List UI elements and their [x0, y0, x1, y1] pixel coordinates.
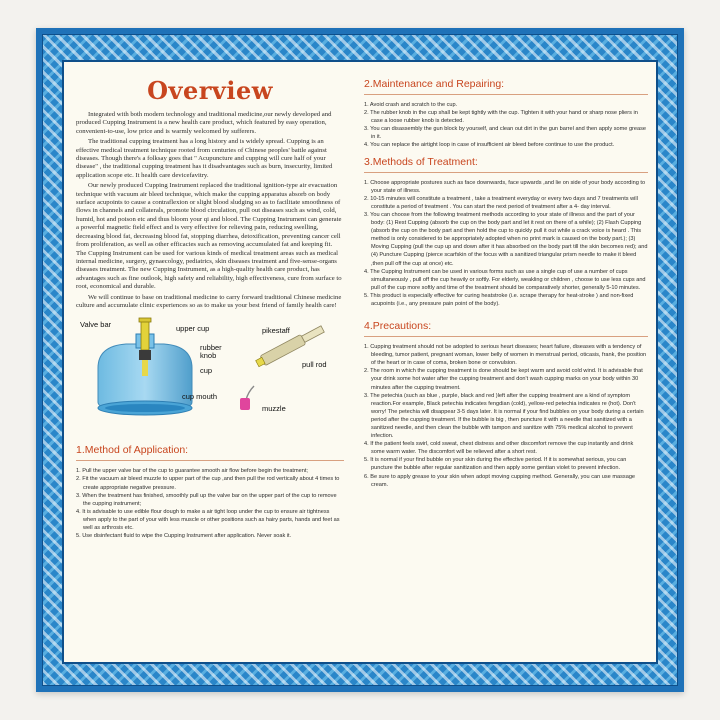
overview-paragraph: We will continue to base on traditional medicine to carry forward traditional Chinese medicine culture and accumulate clinic experiences so as to make us your best friend of family health care! [76, 293, 342, 309]
list-item: 4. The Cupping Instrument can be used in various forms such as use a single cup of use a number of cups simultaneously , pull off the cup heavily or softly. For elderly, weakling or children , choose to use less cups and pull of the cup more softly and time of the treatment should be comparatively shorter, generally 5-10 minutes. [364, 268, 646, 291]
overview-paragraph: The traditional cupping treatment has a long history and is widely spread. Cupping is an effective medical treatment technique rooted from centuries of Chinese peoples' battle against diseases. Though there's a folksay goes that " Acupuncture and cupping will cure half of your disease" , the traditional cupping treatment has it disadvantages such as burn, insecurity, limited application scope etc. It health care devicefavitry. [76, 138, 333, 179]
list-item: 1. Choose appropriate postures such as face downwards, face upwards ,and lie on side of your body according to your state of illness. [364, 179, 646, 194]
label-pull-rod: pull rod [302, 360, 327, 370]
list-item: 2. The room in which the cupping treatment is done should be kept warm and avoid cold wind. It is advisable that your drink some hot water after the cupping treatment and don't wash cupping marks on your body within 30 minutes after the cupping treatment. [364, 368, 643, 391]
list-item: 3. You can choose from the following treatment methods according to your state of illness and the part of your body: (1) Rest Cupping (absorb the cup on the body part and let it rest on there of a while); (2) Flash Cupping (absorb the cup on the body part and then hold the cup to quickly pull it out while a crack voice is heard . This method is only considered to be appropriately adopted when no print mark is caused on the body part.); (3) Moving Cupping (pull the cup up and down after it has absorbed on the body part till the skin becomes red); and (4) Puncture Cupping (pierce scarfskin of the focus with a sanitized triangular prism needle to make it bleed ,then pull off the cup at once) etc. [364, 211, 648, 267]
label-rubber-knob: rubber knob [200, 343, 222, 361]
right-column [364, 72, 648, 489]
overview-paragraph: Integrated with both modern technology and traditional medicine,our newly developed and produced Cupping Instrument is a new health care product, which featured by easy operation, convenient-to-use, low price and is warmly welcomed by sufferers. [76, 111, 332, 135]
cupping-diagram [76, 316, 344, 438]
list-item: 6. Be sure to apply grease to your skin when adopt moving cupping method. Generally, you can use massage cream. [364, 473, 636, 488]
list-item: 4. You can replace the airtight loop in case of insufficient air bleed before continue to use the product. [364, 142, 615, 149]
list-item: 4. It is advisable to use edible flour dough to make a air tight loop under the cup to ensure air tightness when apply to the part of your with less muscle or other positions such as hairy parts, hands and feet as well as arthrosis etc. [76, 508, 340, 531]
list-item: 1. Cupping treatment should not be adopted to serious heart diseases; heart failure, diseases with a tendency of bleeding, tumor patient, pregnant woman, lower belly of women in menstrual period, oticasis, frank, the position of the heart or in case of coma, broken bone or convulsion. [364, 344, 647, 367]
label-cup-mouth: cup mouth [182, 392, 218, 402]
section-title-maintenance: 2.Maintenance and Repairing: [364, 78, 505, 90]
application-list [76, 467, 344, 540]
list-item: 2. The rubber knob in the cup shall be kept tightly with the cup. Tighten it with your hand or sharp nose pliers in case a loose rubber knob is detected. [364, 110, 638, 125]
maintenance-list [364, 101, 648, 150]
divider [364, 94, 648, 95]
content-panel [62, 60, 658, 664]
cup-illustration [76, 316, 344, 438]
list-item: 3. When the treatment has finished, smoothly pull up the valve bar on the upper part of the cup to remove the cupping instrument; [76, 492, 337, 507]
list-item: 2. 10-15 minutes will constitute a treatment , take a treatment everyday or every two days and 7 treatments will constitute a period of treatment . You can start the next period of treatment after a 4- day interval. [364, 195, 638, 210]
list-item: 5. Use disinfectant fluid to wipe the Cupping Instrument after application. Never soak it. [76, 533, 292, 540]
list-item: 1. Avoid crash and scratch to the cup. [364, 102, 458, 108]
list-item: 3. The petechia (such as blue , purple, black and red )left after the cupping treatment are a kind of symptom reaction.For example, Black petechia indicates fengdian (cold), yellow-red petechia indicates re (hot). Don't worry! The petechia will disappear 3-5 days later. It is normal if your find bubbles on your body during a certain period after the cupping treatment. If the bubble is big , then puncture it with a needle that sanitized with a sanitized needle, and then clean the bubble with tampon and sanitize with 75% medical alcohol to prevent infection. [364, 392, 644, 440]
list-item: 5. It is normal if your find bubble on your skin during the effective period. If it is somewhat serious, you can puncture the bubble after regular sanitization and then apply some gentian violet to prevent infection. [364, 457, 627, 472]
divider [364, 336, 648, 337]
treatment-list [364, 179, 648, 309]
list-item: 4. If the patient feels swirl, cold sweat, chest distress and other discomfort remove the cup instantly and drink some warm water. The discomfort will be relieved after a short rest. [364, 441, 634, 456]
left-column [76, 72, 344, 540]
label-pikestaff: pikestaff [262, 326, 290, 336]
overview-paragraph: Our newly produced Cupping Instrument replaced the traditional ignition-type air evacuation technique with vacuum air bleed technique, which make the cupping apparatus absorb on body surface acupoints to cause a contraflexion or slight blood sludging so as to facilitate smoothness of flows in channels and collaterals, promote blood circulation, pull out diseases such as wind, cold, humid, hot and poison etc and thus bloom your qi and blood. The Cupping Instrument can generate a powerful magnetic field effect and is very effective for relieving pain, reducing swelling, decreasing blood fat, decreasing blood fat, stopping diarrhea, detoxification, preventing cancer cell from proliferation, as well as other efficacies such as removing accumulated fat and keeping fit. The Cupping Instrument can be used for various kinds of medical treatment areas such as medical internal medicine, surgery, gynaecology, pediatrics, skin diseases treatment and five-sense-organs diseases treatment. The new Cupping Instrument, as a high-quality health care product, has advantages such as fine outlook, high safety and reliability, high effectiveness, cure from surface to root, economical and durable. [76, 182, 342, 291]
section-title-application: 1.Method of Application: [76, 444, 189, 457]
label-muzzle: muzzle [262, 404, 286, 414]
leaflet-sheet [36, 28, 684, 692]
list-item: 5. This product is especially effective for curing heatstroke (i.e. scrape therapy for heat-stroke ) and non-fixed acupoints (i.e., any pressure pain point of the body). [364, 292, 634, 307]
section-title-precautions: 4.Precautions: [364, 320, 432, 333]
section-title-treatment: 3.Methods of Treatment: [364, 155, 478, 168]
divider [364, 172, 648, 173]
list-item: 2. Fit the vacuum air bleed muzzle to upper part of the cup ,and then pull the rod vertically about 4 times to create appropriate negative pressure. [76, 476, 340, 491]
label-upper-cup: upper cup [176, 324, 210, 334]
label-valve-bar: Valve bar [80, 320, 112, 330]
precautions-list [364, 343, 648, 489]
overview-title: Overview [147, 76, 273, 105]
label-cup: cup [200, 366, 213, 376]
list-item: 1. Pull the upper valve bar of the cup to guarantee smooth air flow before begin the treatment; [76, 468, 308, 475]
list-item: 3. You can disassembly the gun block by yourself, and clean out dirt in the gun barrel and then apply some grease in it. [364, 126, 647, 141]
divider [76, 460, 344, 461]
